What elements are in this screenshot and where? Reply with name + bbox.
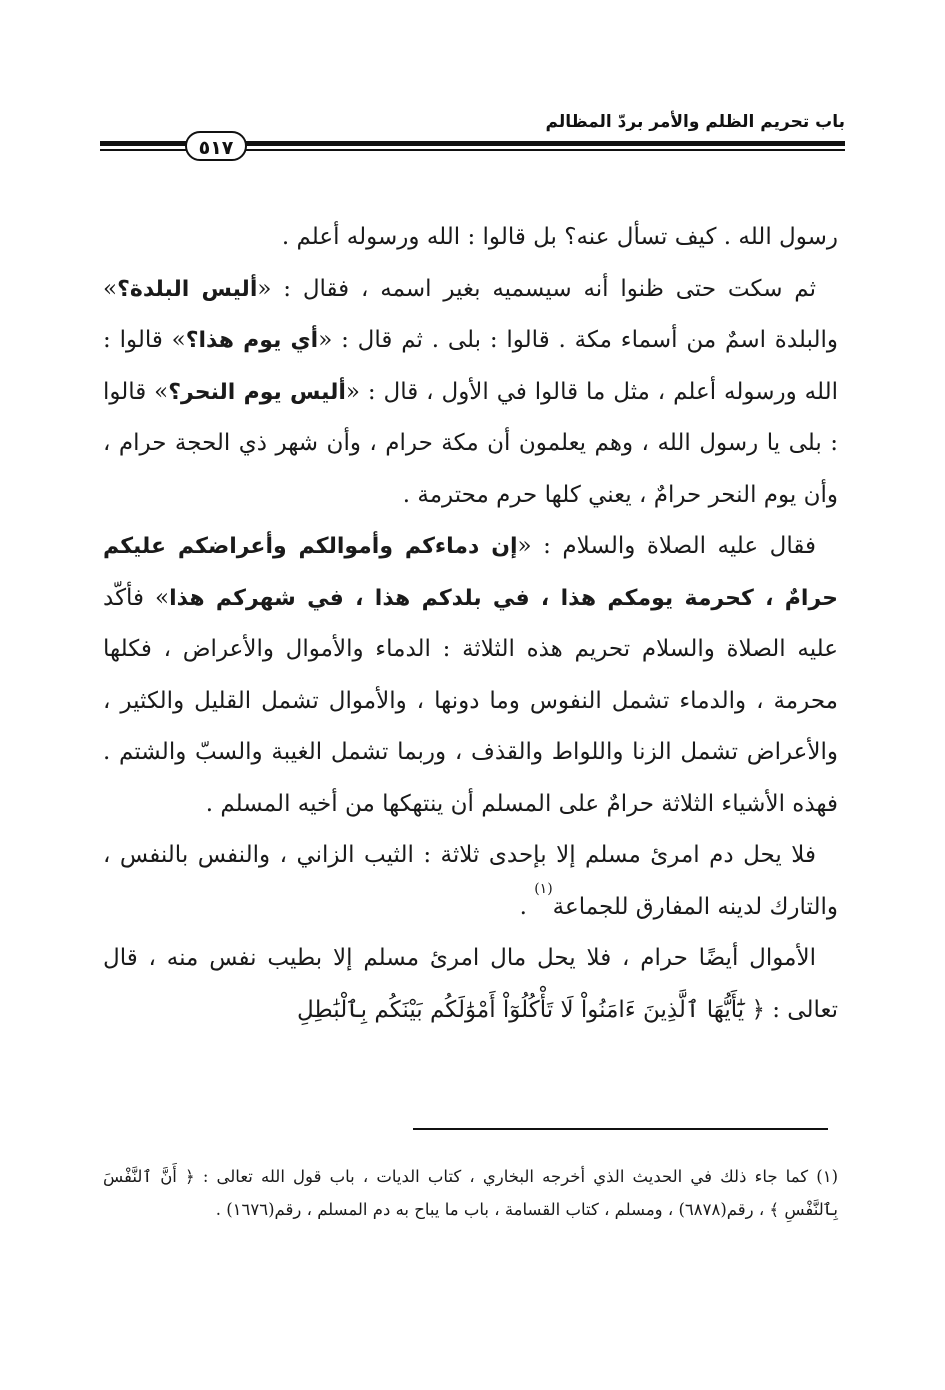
main-text xyxy=(103,212,838,1036)
running-title: باب تحريم الظلم والأمر بردّ المظالم xyxy=(545,112,845,132)
p2-text-c: » والبلدة اسمٌ من أسماء مكة . قالوا : بلى . ثم قال : « xyxy=(103,275,838,353)
quran-verse: ﴿ يَٰٓأَيُّهَا ٱلَّذِينَ ءَامَنُواْ لَا تَأْكُلُوٓاْ أَمْوَٰلَكُم بَيْنَكُم بِٱلْبَٰطِلِ xyxy=(296,996,765,1023)
hadith-quote-2: أي يوم هذا؟ xyxy=(185,328,319,353)
paragraph-1 xyxy=(103,212,838,264)
footnote-divider xyxy=(413,1128,828,1130)
paragraph-4 xyxy=(103,830,838,933)
p4-text-a: فلا يحل دم امرئ مسلم إلا بإحدى ثلاثة : الثيب الزاني ، والنفس بالنفس ، والتارك لدينه المفارق للجماعة xyxy=(103,842,838,920)
p2-text-g: » قالوا : بلى يا رسول الله ، وهم يعلمون أن مكة حرام ، وأن شهر ذي الحجة حرام ، وأن يوم النحر حرامٌ ، يعني كلها حرم محترمة . xyxy=(103,378,838,508)
footnote xyxy=(103,1160,838,1226)
p2-text-a: ثم سكت حتى ظنوا أنه سيسميه بغير اسمه ، فقال : « xyxy=(257,275,816,302)
p3-text-c: » فأكّد عليه الصلاة والسلام تحريم هذه الثلاثة : الدماء والأموال والأعراض ، فكلها محرمة ، والدماء تشمل النفوس وما دونها ، والأموال تشمل القليل والكثير ، والأعراض تشمل الزنا واللواط والقذف ، وربما تشمل الغيبة والسبّ والشتم . فهذه الأشياء الثلاثة حرامٌ على المسلم أن ينتهكها من أخيه المسلم . xyxy=(103,584,838,817)
footnote-marker[interactable]: (١) xyxy=(534,880,553,897)
footnote-text: (١) كما جاء ذلك في الحديث الذي أخرجه البخاري ، كتاب الديات ، باب قول الله تعالى : ﴿ أَنَّ ٱلنَّفْسَ بِٱلنَّفْسِ ﴾ ، رقم(٦٨٧٨) ، ومسلم ، كتاب القسامة ، باب ما يباح به دم المسلم ، رقم(١٦٧٦) . xyxy=(103,1167,838,1219)
paragraph-3 xyxy=(103,521,838,830)
hadith-quote-1: أليس البلدة؟ xyxy=(117,276,258,302)
p5-text-a: الأموال أيضًا حرام ، فلا يحل مال امرئ مسلم إلا بطيب نفس منه ، قال تعالى : xyxy=(103,945,838,1023)
p4-text-b: . xyxy=(519,893,535,920)
page-number: ٥١٧ xyxy=(185,131,247,161)
hadith-quote-3: أليس يوم النحر؟ xyxy=(168,379,346,405)
p2-text-e: » قالوا : الله ورسوله أعلم ، مثل ما قالوا في الأول ، قال : « xyxy=(103,327,838,405)
paragraph-5 xyxy=(103,933,838,1036)
hadith-quote-4: إن دماءكم وأموالكم وأعراضكم عليكم حرامٌ ، كحرمة يومكم هذا ، في بلدكم هذا ، في شهركم هذا xyxy=(103,534,838,611)
paragraph-1-text: رسول الله . كيف تسأل عنه؟ بل قالوا : الله ورسوله أعلم . xyxy=(281,224,838,250)
paragraph-2 xyxy=(103,264,838,522)
p3-text-a: فقال عليه الصلاة والسلام : « xyxy=(517,533,816,559)
